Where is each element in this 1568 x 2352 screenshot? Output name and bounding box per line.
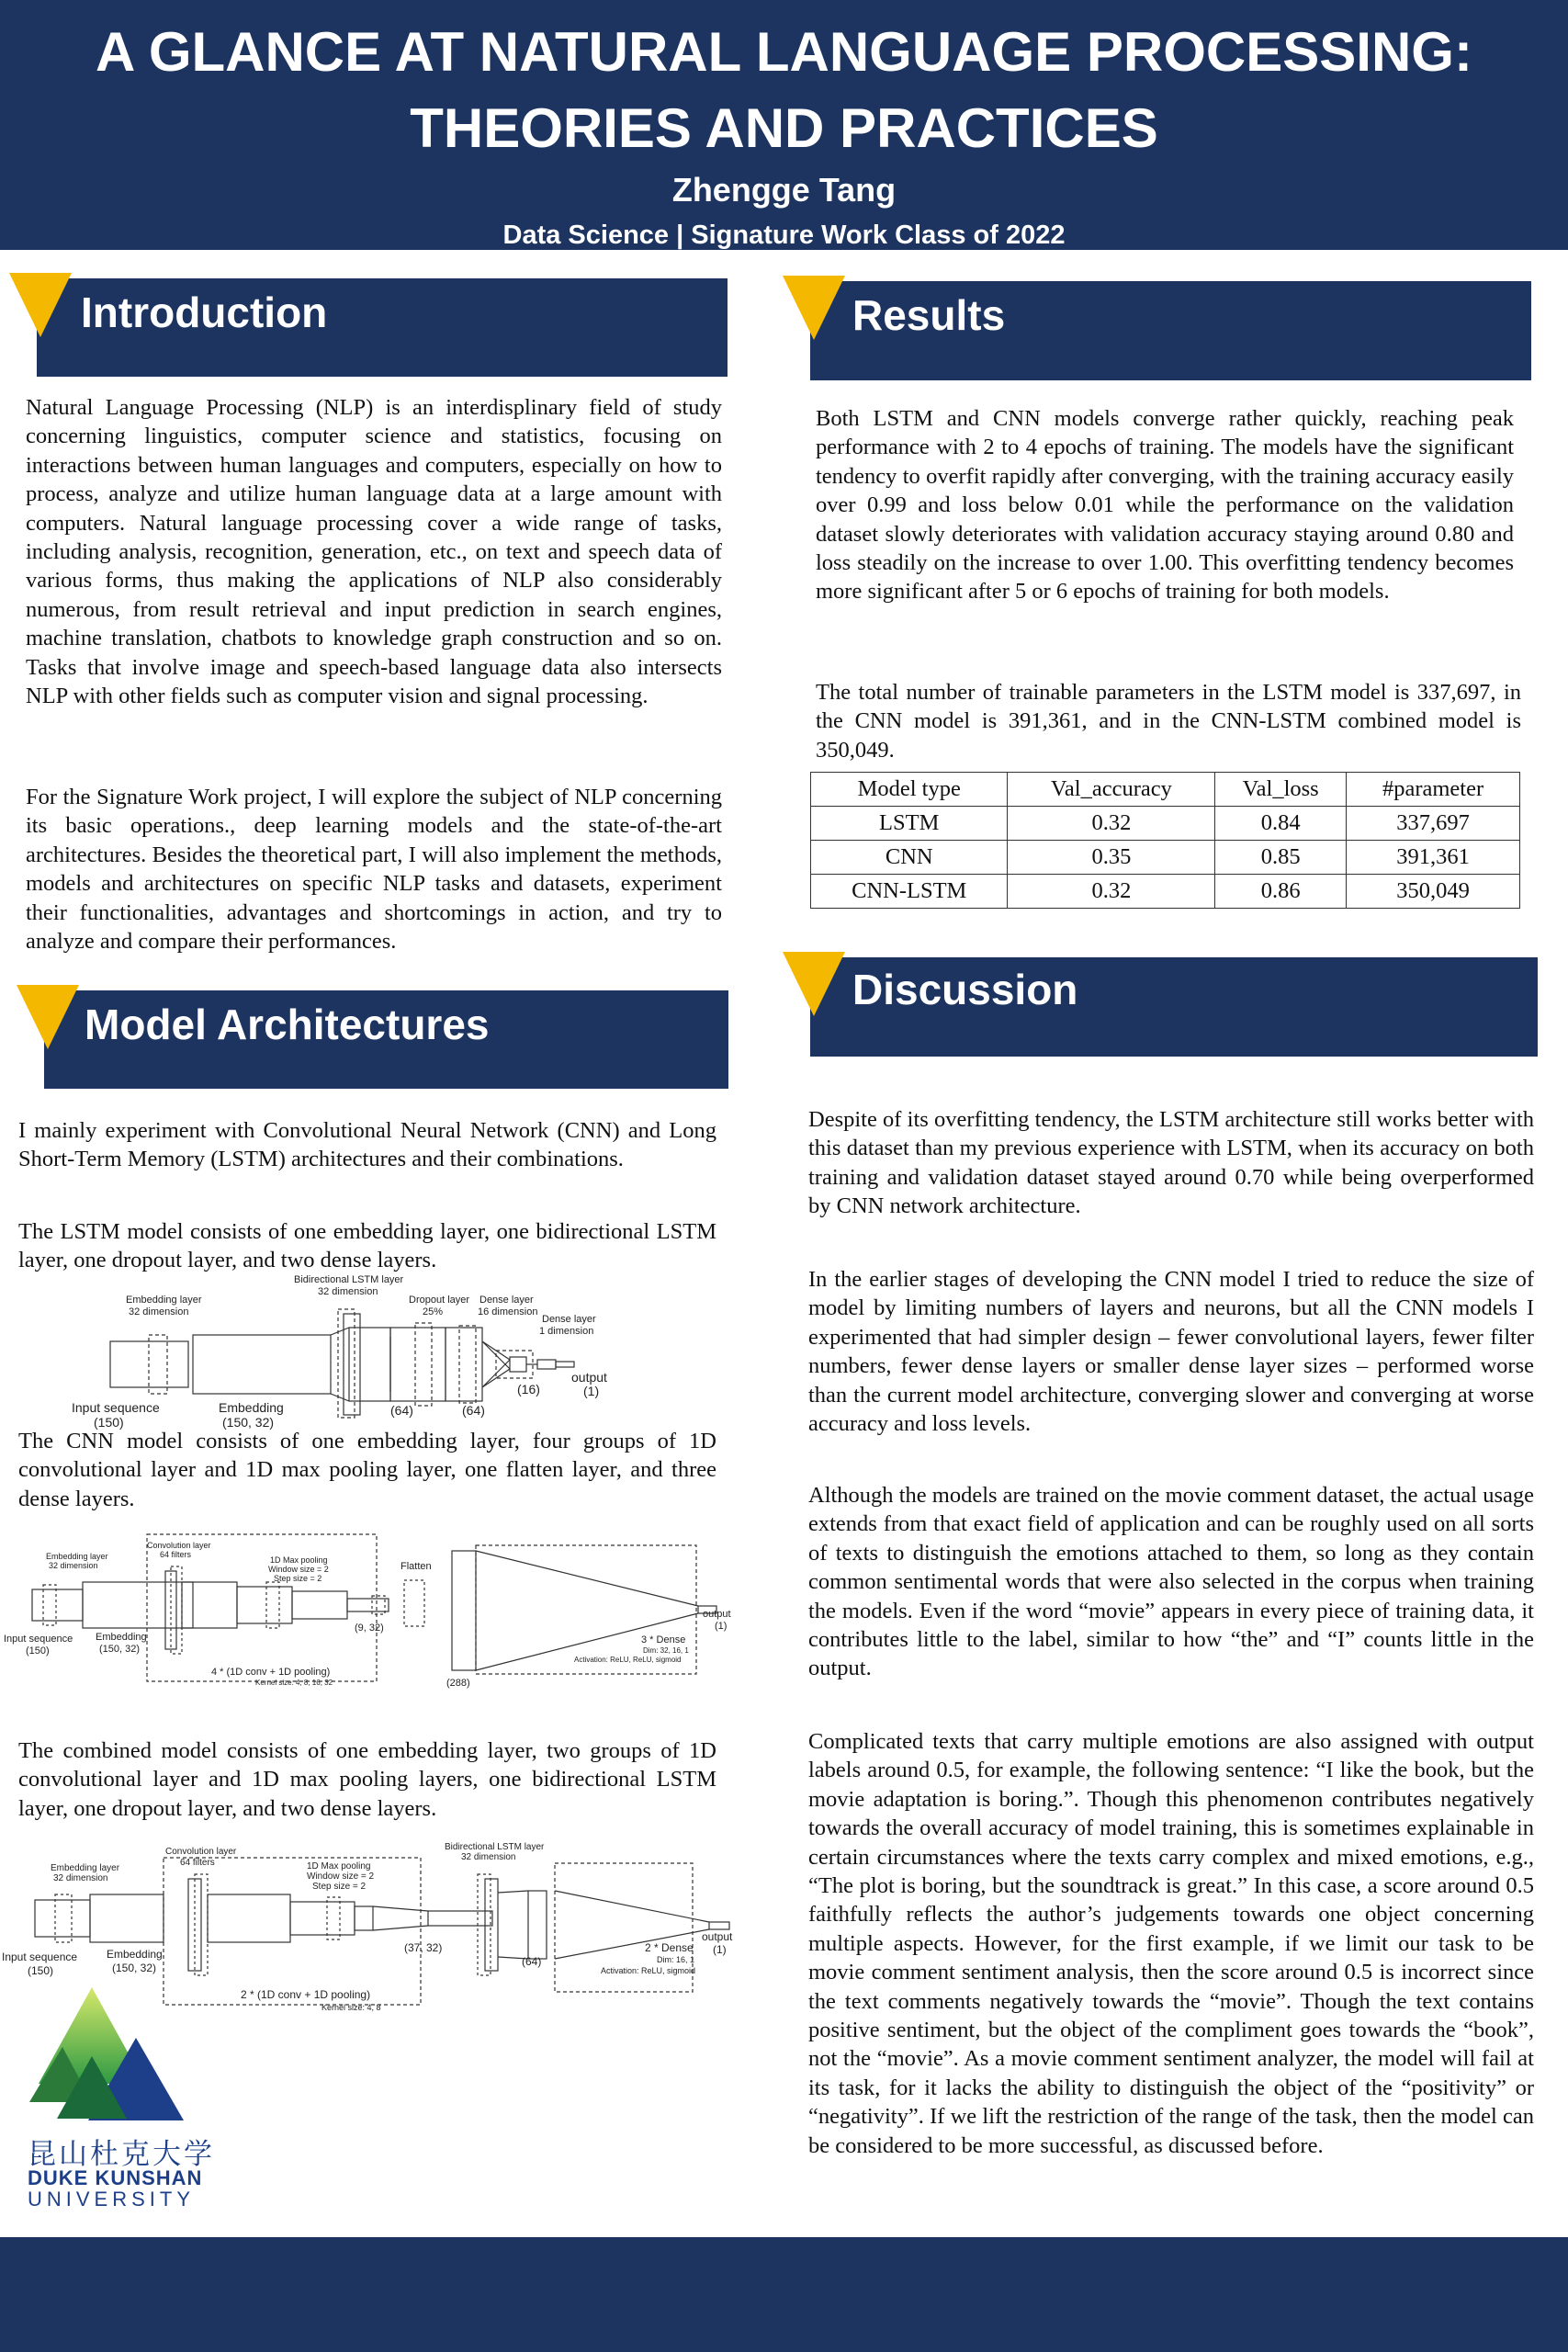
input-sequence-label: Input sequence [2,1951,78,1963]
dense1-dim-label: 16 dimension [478,1306,538,1317]
dense1-output-shape: (16) [517,1382,540,1396]
table-row [811,875,1520,909]
input-shape-label: (150) [94,1415,124,1430]
table-cell: 350,049 [1347,875,1520,909]
dense1-layer-label: Dense layer [479,1295,534,1306]
results-banner [810,281,1531,380]
dropout-rate-label: 25% [423,1306,444,1317]
dropout-layer-label: Dropout layer [409,1295,470,1306]
poster-title-line-2: THEORIES AND PRACTICES [410,97,1158,159]
embedding-shape-label: (150, 32) [99,1644,141,1655]
embedding-label: Embedding [107,1948,163,1961]
embedding-shape-label: (150, 32) [222,1415,275,1430]
table-cell: CNN [811,841,1008,875]
conv-groups-label: 2 * (1D conv + 1D pooling) [241,1988,371,2001]
column-header: #parameter [1347,773,1520,807]
column-header: Model type [811,773,1008,807]
bilstm-block [349,1328,390,1401]
banner-triangle-icon [17,985,79,1049]
conv-filters-label: 64 filters [160,1550,192,1559]
bilstm-output-shape: (64) [390,1403,413,1418]
dense2-layer-label: Dense layer [542,1314,596,1325]
discussion-paragraph-3: Although the models are trained on the movie comment dataset, the actual usage extends from that exact field of application and can be roughly used on all sorts of texts to distinguish the emotions attached to them, so long as they contain common sentimental words that were also selected in the corpus when training the models. Even if the word “movie” appears in every piece of training data, it contributes little to the label, similar to how “the” and “I” counts little in the output. [808,1483,1534,1681]
embedding-layer-label: Embedding layer [51,1863,120,1873]
activation-label: Activation: ReLU, ReLU, sigmoid [574,1656,682,1664]
banner-triangle-icon [783,952,845,1016]
lstm-architecture-diagram [55,1272,643,1433]
input-shape-label: (150) [26,1645,50,1657]
dense-dim-label: Dim: 32, 16, 1 [643,1646,689,1655]
table-header-row [811,773,1520,807]
table-cell: 391,361 [1347,841,1520,875]
dense-label: 3 * Dense [641,1634,686,1645]
results-table [810,772,1520,909]
output-shape-label: (1) [583,1384,600,1398]
pool-layer-label: 1D Max pooling [270,1555,328,1565]
combined-model-description: The combined model consists of one embedding layer, two groups of 1D convolutional layer and 1D max pooling layers, one bidirectional LSTM layer, one dropout layer, and two dense layers. [18,1738,716,1821]
dense-dim-label: Dim: 16, 1 [657,1955,695,1964]
bilstm-dim-label: 32 dimension [461,1852,516,1862]
results-heading: Results [852,291,1006,339]
table-cell: LSTM [811,807,1008,841]
output-label: output [703,1609,731,1620]
introduction-banner [37,278,728,377]
dropout-output-shape: (64) [462,1403,485,1418]
pool-layer-label: 1D Max pooling [307,1861,371,1871]
pool-output-shape: (37, 32) [404,1941,443,1954]
model-architectures-paragraph: I mainly experiment with Convolutional Neural Network (CNN) and Long Short-Term Memory (LSTM) architectures and their combinations. [18,1118,716,1172]
pool-output-shape: (9, 32) [355,1623,384,1634]
input-sequence-label: Input sequence [4,1634,73,1645]
table-cell: 0.85 [1215,841,1347,875]
model-architectures-heading: Model Architectures [85,1001,490,1048]
embedding-label: Embedding [96,1632,147,1643]
logo-name-line-2: UNIVERSITY [28,2188,196,2211]
table-row [811,807,1520,841]
banner-triangle-icon [783,276,845,340]
embedding-layer-label: Embedding layer [126,1295,202,1306]
activation-label: Activation: ReLU, sigmoid [601,1966,696,1975]
kernel-size-label: Kernel size: 4, 8, 16, 32 [255,1679,333,1687]
results-paragraph-2: The total number of trainable parameters in the LSTM model is 337,697, in the CNN model is 391,361, and in the CNN-LSTM combined model is 350,049. [816,680,1521,763]
flatten-output-shape: (288) [446,1678,470,1689]
lstm-description: The LSTM model consists of one embedding layer, one bidirectional LSTM layer, one dropout layer, and two dense layers. [18,1219,716,1273]
logo-name-line-1: DUKE KUNSHAN [28,2166,203,2189]
dku-logo-icon [26,1983,191,2120]
embedding-layer-box [149,1335,167,1394]
table-row [811,841,1520,875]
table-cell: 337,697 [1347,807,1520,841]
dense2-dim-label: 1 dimension [539,1326,594,1337]
pool-step-label: Step size = 2 [312,1882,367,1892]
author-name: Zhengge Tang [671,171,897,209]
bilstm-layer-label: Bidirectional LSTM layer [294,1274,404,1285]
bilstm-dim-label: 32 dimension [318,1286,378,1297]
discussion-banner [810,957,1538,1057]
table-cell: 0.86 [1215,875,1347,909]
table-cell: 0.32 [1008,807,1215,841]
introduction-heading: Introduction [81,288,328,336]
model-architectures-banner [44,990,728,1089]
conv-layer-label: Convolution layer [165,1847,237,1857]
bilstm-layer-label: Bidirectional LSTM layer [445,1842,545,1852]
cnn-description: The CNN model consists of one embedding layer, four groups of 1D convolutional layer and 1D max pooling layer, one flatten layer, and three dense layers. [18,1429,716,1511]
flatten-vector [452,1551,476,1670]
cnn-architecture-diagram [0,1525,731,1695]
pool-window-label: Window size = 2 [268,1565,329,1574]
output-shape-label: (1) [713,1943,727,1956]
table-cell: 0.32 [1008,875,1215,909]
discussion-paragraph-1: Despite of its overfitting tendency, the LSTM architecture still works better with this dataset than my previous experience with LSTM, when its accuracy on both training and validation dataset stayed around 0.70 while being overperformed by CNN network architecture. [808,1107,1534,1219]
conv-layer-label: Convolution layer [147,1541,211,1550]
logo-chinese-name: 昆山杜克大学 [28,2138,215,2171]
poster-title-line-1: A GLANCE AT NATURAL LANGUAGE PROCESSING: [96,21,1472,83]
dense-label: 2 * Dense [645,1941,694,1954]
embedding-layer-label: Embedding layer [46,1552,108,1561]
pool-window-label: Window size = 2 [307,1871,375,1882]
output-shape-label: (1) [715,1621,728,1632]
conv-groups-label: 4 * (1D conv + 1D pooling) [211,1667,331,1678]
dropout-layer-box [415,1323,432,1406]
table-cell: 0.35 [1008,841,1215,875]
column-header: Val_accuracy [1008,773,1215,807]
bilstm-output-shape: (64) [522,1955,542,1968]
affiliation: Data Science | Signature Work Class of 2022 [502,220,1066,250]
embedding-dim-label: 32 dimension [53,1873,108,1883]
discussion-heading: Discussion [852,966,1078,1013]
flatten-label: Flatten [400,1561,432,1572]
table-cell: CNN-LSTM [811,875,1008,909]
discussion-paragraph-4: Complicated texts that carry multiple emotions are also assigned with output labels around 0.5, for example, the following sentence: “I like the book, but the movie adaptation is boring.”. Though this phenomenon contributes negatively towards the overall accuracy of model training, this is sometimes explainable in certain circumstances where the texts carry complex and mixed emotions, e.g., “The plot is boring, but the soundtrack is great.” In this case, a score around 0.5 faithfully reflects the author’s judgements towards one object concerning multiple aspects. However, for the first example, if we limit our task to be movie comment sentiment analysis, then the score around 0.5 is incorrect since the text comments negatively towards the “movie”. Though the text contains positive sentiment, but the object of the compliment goes towards the “book”, not the “movie”. As a movie comment sentiment analyzer, the model will fail at its task, for it lacks the ability to distinguish the object of the “positivity” or “negativity”. If we lift the restriction of the range of the task, then the model can be considered to be more successful, as discussed before. [808,1729,1534,2158]
kernel-size-label: Kernel size: 4, 8 [321,2003,381,2012]
output-label: output [702,1930,733,1943]
introduction-paragraph-2: For the Signature Work project, I will explore the subject of NLP concerning its basic operations., deep learning models and the state-of-the-art architectures. Besides the theoretical part, I will also implement the methods, models and architectures on specific NLP tasks and datasets, experiment their functionalities, advantages and shortcomings in action, and try to analyze and compare their performances. [26,785,722,955]
discussion-paragraph-2: In the earlier stages of developing the CNN model I tried to reduce the size of model by limiting numbers of layers and neurons, but all the CNN models I experimented that had simpler design – fewer convolutional layers, fewer filter numbers, fewer dense layers or smaller dense layer sizes – performed worse than the current model architecture, converging slower and converging at worse accuracy and loss levels. [808,1267,1534,1437]
poster-header [0,0,1568,250]
banner-triangle-icon [9,273,72,337]
conv-filters-label: 64 filters [180,1858,215,1868]
introduction-paragraph-1: Natural Language Processing (NLP) is an interdisplinary field of study concerning linguistics, computer science and statistics, focusing on interactions between human languages and computers, especially on how to process, analyze and utilize human language data at a large amount with computers. Natural language processing cover a wide range of tasks, including analysis, recognition, generation, etc., on text and speech data of various forms, thus making the applications of NLP also considerably numerous, from result retrieval and input prediction in search engines, machine translation, chatbots to knowledge graph construction and so on. Tasks that involve image and speech-based language data also intersects NLP with other fields such as computer vision and signal processing. [26,395,722,709]
results-paragraph-1: Both LSTM and CNN models converge rather quickly, reaching peak performance with 2 to 4 epochs of training. The models have the significant tendency to overfit rapidly after converging, with the training accuracy easily over 0.99 and loss below 0.01 while the performance on the validation dataset slowly deteriorates with validation accuracy staying around 0.80 and loss steadily on the increase to over 1.00. This overfitting tendency becomes more significant after 5 or 6 epochs of training for both models. [816,406,1514,605]
embedding-block [193,1335,331,1394]
pool-step-label: Step size = 2 [274,1574,322,1583]
input-sequence-label: Input sequence [72,1400,160,1415]
table-cell: 0.84 [1215,807,1347,841]
output-label: output [571,1370,607,1385]
embedding-dim-label: 32 dimension [129,1306,189,1317]
embedding-shape-label: (150, 32) [112,1962,157,1974]
flatten-box [404,1580,424,1626]
input-shape-label: (150) [28,1964,54,1977]
embedding-label: Embedding [219,1400,284,1415]
poster-footer [0,2237,1568,2352]
column-header: Val_loss [1215,773,1347,807]
embedding-dim-label: 32 dimension [49,1561,98,1570]
